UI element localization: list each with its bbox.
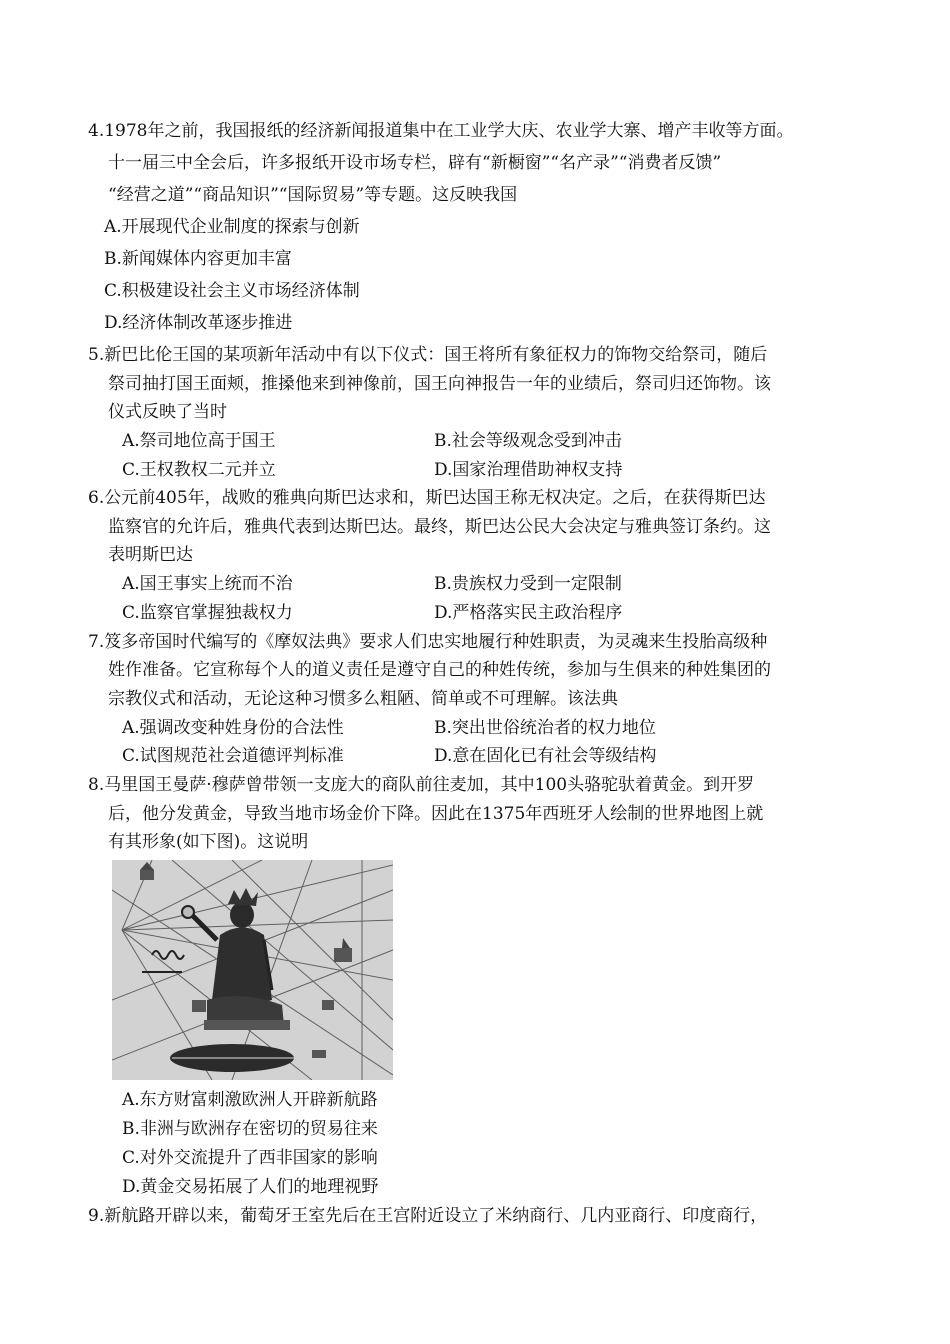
map-illustration xyxy=(112,860,393,1080)
q5-stem-line-2: 祭司抽打国王面颊，推搡他来到神像前，国王向神报告一年的业绩后，祭司归还饰物。该 xyxy=(108,374,771,394)
q8-option-b: B.非洲与欧洲存在密切的贸易往来 xyxy=(122,1119,378,1139)
q4-option-d: D.经济体制改革逐步推进 xyxy=(104,313,293,333)
q6-option-d: D.严格落实民主政治程序 xyxy=(434,603,623,623)
q5-option-d: D.国家治理借助神权支持 xyxy=(434,460,623,480)
q5-option-b: B.社会等级观念受到冲击 xyxy=(434,431,622,451)
q9-stem-line-1: 9.新航路开辟以来，葡萄牙王室先后在王宫附近设立了米纳商行、几内亚商行、印度商行， xyxy=(88,1206,768,1226)
q5-stem-line-3: 仪式反映了当时 xyxy=(108,402,227,422)
q7-option-d: D.意在固化已有社会等级结构 xyxy=(434,746,657,766)
q7-stem-line-2: 姓作准备。它宣称每个人的道义责任是遵守自己的种姓传统，参加与生俱来的种姓集团的 xyxy=(108,660,771,680)
q7-option-c: C.试图规范社会道德评判标准 xyxy=(122,746,344,766)
q5-option-c: C.王权教权二元并立 xyxy=(122,460,276,480)
q8-stem-line-1: 8.马里国王曼萨·穆萨曾带领一支庞大的商队前往麦加，其中100头骆驼驮着黄金。到开罗 xyxy=(88,775,755,795)
q8-stem-line-3: 有其形象(如下图)。这说明 xyxy=(108,832,309,852)
q7-option-b: B.突出世俗统治者的权力地位 xyxy=(434,718,656,738)
q4-stem-line-3: “经营之道”“商品知识”“国际贸易”等专题。这反映我国 xyxy=(108,185,518,205)
q6-option-c: C.监察官掌握独裁权力 xyxy=(122,603,293,623)
q7-stem-line-3: 宗教仪式和活动，无论这种习惯多么粗陋、简单或不可理解。该法典 xyxy=(108,689,618,709)
q6-option-a: A.国王事实上统而不治 xyxy=(122,574,293,594)
q7-option-a: A.强调改变种姓身份的合法性 xyxy=(122,718,344,738)
q8-option-d: D.黄金交易拓展了人们的地理视野 xyxy=(122,1177,379,1197)
mansa-musa-map-image xyxy=(112,860,393,1080)
q4-option-a: A.开展现代企业制度的探索与创新 xyxy=(104,217,360,237)
q4-option-c: C.积极建设社会主义市场经济体制 xyxy=(104,281,360,301)
q4-stem-line-2: 十一届三中全会后，许多报纸开设市场专栏，辟有“新橱窗”“名产录”“消费者反馈” xyxy=(108,153,722,173)
q8-option-a: A.东方财富刺激欧洲人开辟新航路 xyxy=(122,1090,378,1110)
q6-option-b: B.贵族权力受到一定限制 xyxy=(434,574,622,594)
q4-stem-line-1: 4.1978年之前，我国报纸的经济新闻报道集中在工业学大庆、农业学大寨、增产丰收等方面。 xyxy=(88,121,794,141)
q5-option-a: A.祭司地位高于国王 xyxy=(122,431,276,451)
q8-stem-line-2: 后，他分发黄金，导致当地市场金价下降。因此在1375年西班牙人绘制的世界地图上就 xyxy=(108,804,764,824)
q5-stem-line-1: 5.新巴比伦王国的某项新年活动中有以下仪式：国王将所有象征权力的饰物交给祭司，随后 xyxy=(88,345,768,365)
q6-stem-line-3: 表明斯巴达 xyxy=(108,545,193,565)
q4-option-b: B.新闻媒体内容更加丰富 xyxy=(104,249,292,269)
q7-stem-line-1: 7.笈多帝国时代编写的《摩奴法典》要求人们忠实地履行种姓职责，为灵魂来生投胎高级种 xyxy=(88,632,768,652)
q6-stem-line-2: 监察官的允许后，雅典代表到达斯巴达。最终，斯巴达公民大会决定与雅典签订条约。这 xyxy=(108,517,771,537)
q6-stem-line-1: 6.公元前405年，战败的雅典向斯巴达求和，斯巴达国王称无权决定。之后，在获得斯巴达 xyxy=(88,488,766,508)
q8-option-c: C.对外交流提升了西非国家的影响 xyxy=(122,1148,378,1168)
